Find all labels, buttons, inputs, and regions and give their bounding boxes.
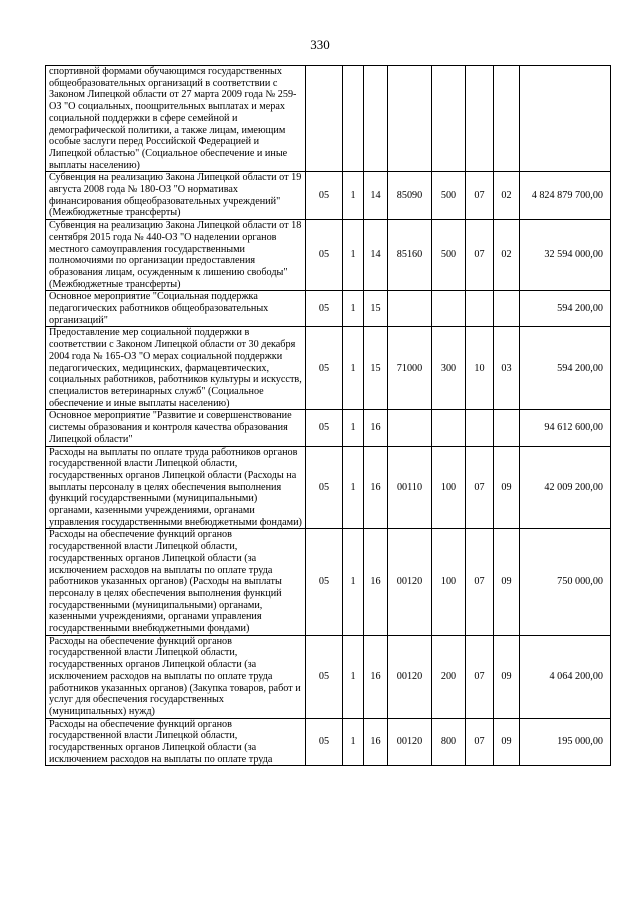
row-description: Основное мероприятие "Развитие и совершенствование системы образования и контроля качества образования Липецкой области": [46, 410, 306, 446]
expense-type-cell: 500: [432, 220, 466, 291]
table-row: [46, 410, 611, 446]
program-code-cell: 05: [306, 172, 343, 220]
amount-cell: 32 594 000,00: [520, 220, 611, 291]
subsection-code-cell: 09: [494, 718, 520, 766]
program-code-cell: 05: [306, 529, 343, 635]
section-code-cell: 10: [466, 327, 494, 410]
amount-cell: 594 200,00: [520, 327, 611, 410]
amount-cell: 594 200,00: [520, 291, 611, 327]
subsection-code-cell: 02: [494, 172, 520, 220]
activity-code-cell: 16: [364, 529, 388, 635]
row-description: Расходы на обеспечение функций органов государственной власти Липецкой области, государственных органов Липецкой области (за исключением расходов на выплаты по оплате труда: [46, 718, 306, 766]
table-body: [46, 66, 611, 766]
subprogram-code-cell: 1: [343, 220, 364, 291]
section-code-cell: 07: [466, 718, 494, 766]
expense-type-cell: 500: [432, 172, 466, 220]
program-code-cell: 05: [306, 291, 343, 327]
row-description: Расходы на выплаты по оплате труда работников органов государственной власти Липецкой области, государственных органов Липецкой области (Расходы на выплаты персоналу в целях обеспечения выполнения функций государственными (муниципальными) органами, казенными учреждениями, органами управления государственными внебюджетными фондами): [46, 446, 306, 529]
page-number: 330: [310, 37, 330, 52]
subprogram-code-cell: 1: [343, 635, 364, 718]
table-row: [46, 446, 611, 529]
expense-type-cell: [432, 291, 466, 327]
section-code-cell: 07: [466, 529, 494, 635]
expense-type-cell: 100: [432, 529, 466, 635]
direction-code-cell: 00120: [388, 635, 432, 718]
section-code-cell: 07: [466, 172, 494, 220]
table-row: [46, 718, 611, 766]
program-code-cell: 05: [306, 220, 343, 291]
expense-type-cell: 800: [432, 718, 466, 766]
activity-code-cell: 14: [364, 172, 388, 220]
amount-cell: 750 000,00: [520, 529, 611, 635]
subprogram-code-cell: 1: [343, 529, 364, 635]
direction-code-cell: 00110: [388, 446, 432, 529]
direction-code-cell: 00120: [388, 718, 432, 766]
amount-cell: 195 000,00: [520, 718, 611, 766]
expense-type-cell: [432, 66, 466, 172]
program-code-cell: 05: [306, 410, 343, 446]
section-code-cell: [466, 291, 494, 327]
expense-type-cell: 100: [432, 446, 466, 529]
table-row: [46, 172, 611, 220]
amount-cell: [520, 66, 611, 172]
subprogram-code-cell: 1: [343, 291, 364, 327]
subsection-code-cell: 09: [494, 635, 520, 718]
activity-code-cell: 15: [364, 291, 388, 327]
row-description: Субвенция на реализацию Закона Липецкой области от 18 сентября 2015 года № 440-ОЗ "О наделении органов местного самоуправления государственными полномочиями по организации предоставления образования лицам, осужденным к лишению свободы" (Межбюджетные трансферты): [46, 220, 306, 291]
program-code-cell: 05: [306, 718, 343, 766]
row-description: спортивной формами обучающимся государственных общеобразовательных организаций в соответствии с Законом Липецкой области от 27 марта 2009 года № 259-ОЗ "О социальных, поощрительных выплатах и мерах социальной поддержки в сфере семейной и демографической политики, а также лицам, имеющим особые заслуги перед Российской Федерацией и Липецкой областью" (Социальное обеспечение и иные выплаты населению): [46, 66, 306, 172]
subprogram-code-cell: 1: [343, 410, 364, 446]
row-description: Предоставление мер социальной поддержки в соответствии с Законом Липецкой области от 30 декабря 2004 года № 165-ОЗ "О мерах социальной поддержки педагогических, медицинских, фармацевтических, социальных работников, работников культуры и искусств, специалистов ветеринарных служб" (Социальное обеспечение и иные выплаты населению): [46, 327, 306, 410]
table-row: [46, 291, 611, 327]
expense-type-cell: [432, 410, 466, 446]
activity-code-cell: 16: [364, 635, 388, 718]
subprogram-code-cell: 1: [343, 327, 364, 410]
program-code-cell: 05: [306, 446, 343, 529]
subsection-code-cell: [494, 291, 520, 327]
activity-code-cell: 15: [364, 327, 388, 410]
direction-code-cell: 85160: [388, 220, 432, 291]
subprogram-code-cell: 1: [343, 172, 364, 220]
section-code-cell: [466, 66, 494, 172]
amount-cell: 94 612 600,00: [520, 410, 611, 446]
budget-table: [45, 65, 611, 766]
subprogram-code-cell: 1: [343, 718, 364, 766]
subsection-code-cell: [494, 410, 520, 446]
activity-code-cell: 14: [364, 220, 388, 291]
table-row: [46, 529, 611, 635]
program-code-cell: 05: [306, 635, 343, 718]
row-description: Основное мероприятие "Социальная поддержка педагогических работников общеобразовательных организаций": [46, 291, 306, 327]
table-row: [46, 635, 611, 718]
subprogram-code-cell: 1: [343, 446, 364, 529]
table-row: [46, 220, 611, 291]
amount-cell: 4 824 879 700,00: [520, 172, 611, 220]
direction-code-cell: [388, 410, 432, 446]
subsection-code-cell: 02: [494, 220, 520, 291]
amount-cell: 42 009 200,00: [520, 446, 611, 529]
direction-code-cell: 85090: [388, 172, 432, 220]
subprogram-code-cell: [343, 66, 364, 172]
subsection-code-cell: [494, 66, 520, 172]
row-description: Расходы на обеспечение функций органов государственной власти Липецкой области, государственных органов Липецкой области (за исключением расходов на выплаты по оплате труда работников указанных органов) (Расходы на выплаты персоналу в целях обеспечения выполнения функций государственными (муниципальными) органами, казенными учреждениями, органами управления государственными внебюджетными фондами): [46, 529, 306, 635]
direction-code-cell: 71000: [388, 327, 432, 410]
expense-type-cell: 200: [432, 635, 466, 718]
activity-code-cell: [364, 66, 388, 172]
table-row: [46, 327, 611, 410]
direction-code-cell: [388, 291, 432, 327]
section-code-cell: 07: [466, 446, 494, 529]
section-code-cell: [466, 410, 494, 446]
expense-type-cell: 300: [432, 327, 466, 410]
activity-code-cell: 16: [364, 410, 388, 446]
row-description: Субвенция на реализацию Закона Липецкой области от 19 августа 2008 года № 180-ОЗ "О нормативах финансирования общеобразовательных учреждений" (Межбюджетные трансферты): [46, 172, 306, 220]
subsection-code-cell: 03: [494, 327, 520, 410]
activity-code-cell: 16: [364, 446, 388, 529]
direction-code-cell: [388, 66, 432, 172]
program-code-cell: 05: [306, 327, 343, 410]
subsection-code-cell: 09: [494, 529, 520, 635]
section-code-cell: 07: [466, 220, 494, 291]
program-code-cell: [306, 66, 343, 172]
direction-code-cell: 00120: [388, 529, 432, 635]
amount-cell: 4 064 200,00: [520, 635, 611, 718]
subsection-code-cell: 09: [494, 446, 520, 529]
section-code-cell: 07: [466, 635, 494, 718]
activity-code-cell: 16: [364, 718, 388, 766]
table-row: [46, 66, 611, 172]
row-description: Расходы на обеспечение функций органов государственной власти Липецкой области, государственных органов Липецкой области (за исключением расходов на выплаты по оплате труда работников указанных органов) (Закупка товаров, работ и услуг для обеспечения государственных (муниципальных) нужд): [46, 635, 306, 718]
